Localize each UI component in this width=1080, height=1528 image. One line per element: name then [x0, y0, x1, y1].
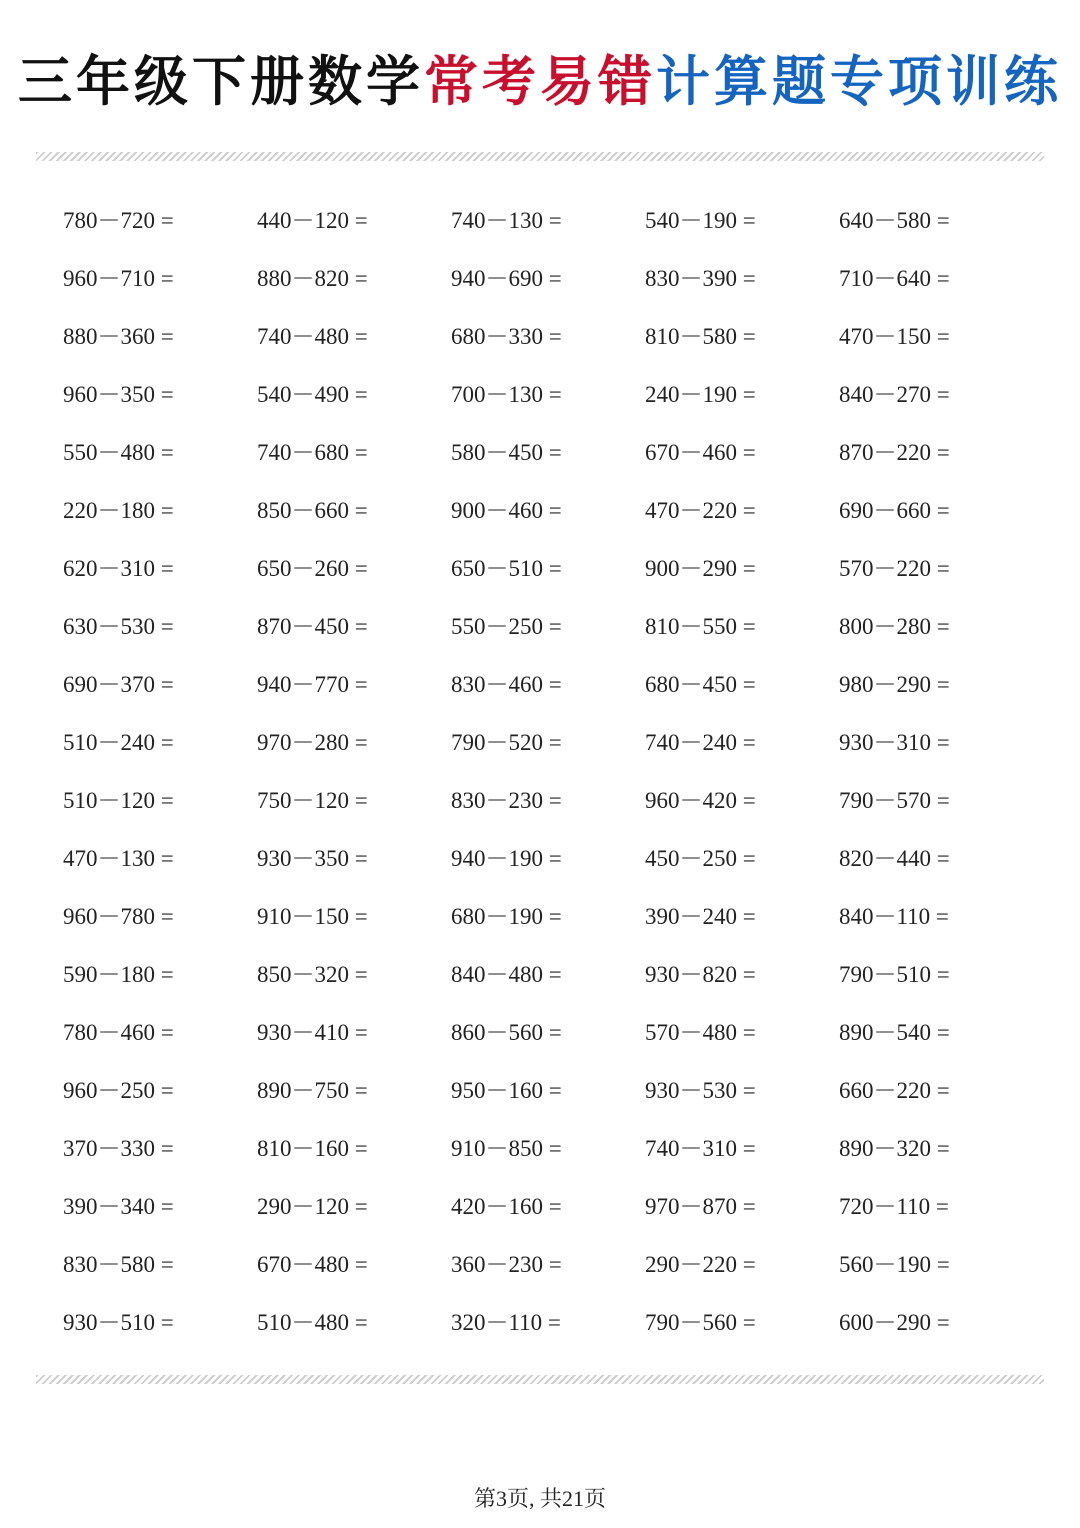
- problem-row: [63, 1004, 1043, 1062]
- problem-row: [63, 1294, 1043, 1352]
- problem-item: 950－160 =: [451, 1078, 562, 1103]
- problem-row: [63, 656, 1043, 714]
- problem-item: 780－460 =: [63, 1020, 174, 1045]
- problem-item: 930－410 =: [257, 1020, 368, 1045]
- problem-item: 740－680 =: [257, 440, 368, 465]
- problem-item: 660－220 =: [839, 1078, 950, 1103]
- problem-item: 870－450 =: [257, 614, 368, 639]
- problem-item: 790－510 =: [839, 962, 950, 987]
- problem-item: 850－660 =: [257, 498, 368, 523]
- problem-item: 890－320 =: [839, 1136, 950, 1161]
- problem-item: 790－560 =: [645, 1310, 756, 1335]
- title-part-grade: 三年级下册数学: [18, 50, 424, 113]
- problem-item: 670－480 =: [257, 1252, 368, 1277]
- problem-item: 830－580 =: [63, 1252, 174, 1277]
- problem-item: 840－270 =: [839, 382, 950, 407]
- problem-item: 980－290 =: [839, 672, 950, 697]
- problem-item: 710－640 =: [839, 266, 950, 291]
- problem-row: [63, 714, 1043, 772]
- problem-item: 890－540 =: [839, 1020, 950, 1045]
- problem-item: 940－190 =: [451, 846, 562, 871]
- problem-row: [63, 1062, 1043, 1120]
- problem-item: 650－260 =: [257, 556, 368, 581]
- problem-item: 930－820 =: [645, 962, 756, 987]
- problem-row: [63, 1236, 1043, 1294]
- problem-item: 420－160 =: [451, 1194, 562, 1219]
- title-part-calculation-training: 计算题专项训练: [656, 50, 1062, 113]
- problem-item: 580－450 =: [451, 440, 562, 465]
- problem-item: 790－520 =: [451, 730, 562, 755]
- problem-row: [63, 366, 1043, 424]
- problem-item: 540－190 =: [645, 208, 756, 233]
- problem-item: 440－120 =: [257, 208, 368, 233]
- problem-item: 960－710 =: [63, 266, 174, 291]
- bottom-divider: [36, 1375, 1044, 1384]
- problem-item: 830－230 =: [451, 788, 562, 813]
- problem-item: 930－350 =: [257, 846, 368, 871]
- problem-item: 720－110 =: [839, 1194, 949, 1219]
- problem-item: 290－220 =: [645, 1252, 756, 1277]
- problem-item: 540－490 =: [257, 382, 368, 407]
- problem-item: 860－560 =: [451, 1020, 562, 1045]
- problem-item: 970－870 =: [645, 1194, 756, 1219]
- problem-item: 910－850 =: [451, 1136, 562, 1161]
- problem-item: 550－480 =: [63, 440, 174, 465]
- problem-item: 510－120 =: [63, 788, 174, 813]
- problem-item: 740－130 =: [451, 208, 562, 233]
- problem-item: 680－190 =: [451, 904, 562, 929]
- top-divider: [36, 152, 1044, 161]
- problem-item: 750－120 =: [257, 788, 368, 813]
- problem-item: 930－530 =: [645, 1078, 756, 1103]
- problem-item: 570－480 =: [645, 1020, 756, 1045]
- problem-item: 780－720 =: [63, 208, 174, 233]
- problem-item: 900－290 =: [645, 556, 756, 581]
- problem-row: [63, 250, 1043, 308]
- problem-item: 470－220 =: [645, 498, 756, 523]
- problem-item: 510－240 =: [63, 730, 174, 755]
- problem-item: 830－390 =: [645, 266, 756, 291]
- problem-item: 850－320 =: [257, 962, 368, 987]
- problem-row: [63, 830, 1043, 888]
- problem-item: 600－290 =: [839, 1310, 950, 1335]
- problem-item: 740－310 =: [645, 1136, 756, 1161]
- problem-item: 570－220 =: [839, 556, 950, 581]
- problem-item: 970－280 =: [257, 730, 368, 755]
- problem-item: 640－580 =: [839, 208, 950, 233]
- problem-item: 470－130 =: [63, 846, 174, 871]
- problem-item: 590－180 =: [63, 962, 174, 987]
- problem-item: 320－110 =: [451, 1310, 561, 1335]
- problem-grid: [63, 192, 1043, 1352]
- problem-item: 880－360 =: [63, 324, 174, 349]
- problem-item: 620－310 =: [63, 556, 174, 581]
- problem-item: 390－340 =: [63, 1194, 174, 1219]
- problem-item: 740－240 =: [645, 730, 756, 755]
- problem-item: 560－190 =: [839, 1252, 950, 1277]
- problem-item: 360－230 =: [451, 1252, 562, 1277]
- problem-item: 810－160 =: [257, 1136, 368, 1161]
- problem-item: 790－570 =: [839, 788, 950, 813]
- problem-item: 550－250 =: [451, 614, 562, 639]
- title-part-error-prone: 常考易错: [424, 50, 656, 113]
- problem-item: 940－690 =: [451, 266, 562, 291]
- problem-item: 670－460 =: [645, 440, 756, 465]
- problem-item: 370－330 =: [63, 1136, 174, 1161]
- problem-item: 810－550 =: [645, 614, 756, 639]
- problem-item: 690－660 =: [839, 498, 950, 523]
- problem-item: 740－480 =: [257, 324, 368, 349]
- problem-item: 880－820 =: [257, 266, 368, 291]
- problem-item: 470－150 =: [839, 324, 950, 349]
- problem-item: 390－240 =: [645, 904, 756, 929]
- problem-row: [63, 192, 1043, 250]
- problem-item: 630－530 =: [63, 614, 174, 639]
- problem-item: 810－580 =: [645, 324, 756, 349]
- problem-row: [63, 308, 1043, 366]
- problem-row: [63, 946, 1043, 1004]
- problem-item: 510－480 =: [257, 1310, 368, 1335]
- problem-item: 960－250 =: [63, 1078, 174, 1103]
- problem-row: [63, 424, 1043, 482]
- problem-item: 830－460 =: [451, 672, 562, 697]
- problem-item: 890－750 =: [257, 1078, 368, 1103]
- problem-item: 840－480 =: [451, 962, 562, 987]
- problem-item: 960－420 =: [645, 788, 756, 813]
- page-title: [0, 42, 1080, 122]
- page-number: 第3页, 共21页: [473, 1486, 606, 1511]
- problem-row: [63, 772, 1043, 830]
- problem-row: [63, 598, 1043, 656]
- problem-item: 820－440 =: [839, 846, 950, 871]
- problem-item: 960－780 =: [63, 904, 174, 929]
- problem-item: 240－190 =: [645, 382, 756, 407]
- problem-item: 900－460 =: [451, 498, 562, 523]
- problem-item: 680－450 =: [645, 672, 756, 697]
- problem-item: 290－120 =: [257, 1194, 368, 1219]
- problem-item: 840－110 =: [839, 904, 949, 929]
- problem-row: [63, 1120, 1043, 1178]
- problem-item: 680－330 =: [451, 324, 562, 349]
- problem-row: [63, 888, 1043, 946]
- problem-item: 700－130 =: [451, 382, 562, 407]
- problem-item: 960－350 =: [63, 382, 174, 407]
- problem-item: 690－370 =: [63, 672, 174, 697]
- problem-item: 930－510 =: [63, 1310, 174, 1335]
- problem-item: 910－150 =: [257, 904, 368, 929]
- problem-row: [63, 482, 1043, 540]
- problem-row: [63, 1178, 1043, 1236]
- problem-item: 220－180 =: [63, 498, 174, 523]
- problem-item: 930－310 =: [839, 730, 950, 755]
- problem-item: 800－280 =: [839, 614, 950, 639]
- problem-item: 870－220 =: [839, 440, 950, 465]
- problem-item: 940－770 =: [257, 672, 368, 697]
- problem-item: 650－510 =: [451, 556, 562, 581]
- problem-item: 450－250 =: [645, 846, 756, 871]
- problem-row: [63, 540, 1043, 598]
